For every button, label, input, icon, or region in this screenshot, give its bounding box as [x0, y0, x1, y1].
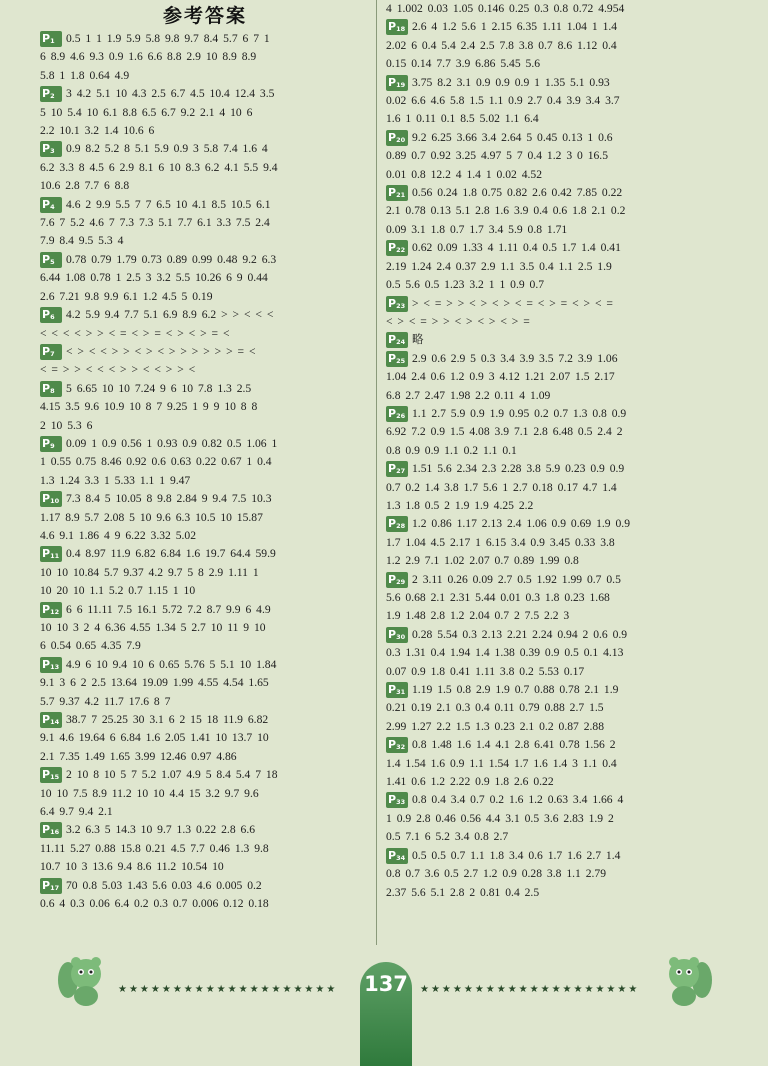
- page-badge-icon: P32: [386, 737, 408, 753]
- page-badge-icon: P26: [386, 406, 408, 422]
- answer-line: 0.5 1 1 1.9 5.9 5.8 9.8 9.7 8.4 5.7 6 7 1: [66, 32, 270, 45]
- answer-entry: [40, 380, 370, 435]
- answer-entry: [40, 601, 370, 656]
- answer-line: 0.78 0.79 1.79 0.73 0.89 0.99 0.48 9.2 6.3: [66, 252, 277, 266]
- page-badge-icon: P3: [40, 141, 62, 157]
- page-badge-icon: P18: [386, 19, 408, 35]
- answer-entry: [386, 626, 722, 681]
- page-badge-number: 33: [396, 798, 406, 807]
- answer-line: 1.4 1.54 1.6 0.9 1.1 1.54 1.7 1.6 1.4 3 1.1 0.4: [386, 756, 617, 770]
- answer-line: 11.11 5.27 0.88 15.8 0.21 4.5 7.7 0.46 1.3 9.8: [40, 841, 269, 855]
- answer-line: 9.1 4.6 19.64 6 6.84 1.6 2.05 1.41 10 13.7 10: [40, 731, 269, 745]
- answer-lines: [40, 196, 370, 251]
- answer-line: 0.21 0.19 2.1 0.3 0.4 0.11 0.79 0.88 2.7 1.5: [386, 701, 604, 715]
- answer-line: 0.01 0.8 12.2 4 1.4 1 0.02 4.52: [386, 167, 543, 181]
- answer-line: 9.1 3 6 2 2.5 13.64 19.09 1.99 4.55 4.54 1.65: [40, 676, 269, 690]
- page-badge-icon: P30: [386, 627, 408, 643]
- answer-line: 3.75 8.2 3.1 0.9 0.9 0.9 1 1.35 5.1 0.93: [412, 75, 610, 89]
- answer-entry: [40, 343, 370, 380]
- answer-entry: [40, 140, 370, 195]
- answer-entry: [40, 30, 370, 85]
- column-divider: [376, 0, 377, 945]
- answer-line: 0.8 0.4 3.4 0.7 0.2 1.6 1.2 0.63 3.4 1.66 4: [412, 793, 624, 807]
- page-badge-number: 6: [50, 313, 55, 322]
- page-badge-icon: P6: [40, 307, 62, 323]
- answer-line: 1.3 1.8 0.5 2 1.9 1.9 4.25 2.2: [386, 498, 534, 512]
- continued-line: 4 1.002 0.03 1.05 0.146 0.25 0.3 0.8 0.72 4.954: [386, 2, 625, 15]
- answer-entry: [386, 331, 722, 349]
- answer-lines: [386, 571, 722, 626]
- answer-line: 5.7 9.37 4.2 11.7 17.6 8 7: [40, 694, 171, 708]
- answer-lines: [40, 30, 370, 85]
- page-badge-icon: P23: [386, 296, 408, 312]
- answer-line: 略: [412, 333, 424, 347]
- answer-entry: [386, 18, 722, 73]
- answer-lines: [40, 435, 370, 490]
- answer-entry: [386, 184, 722, 239]
- answer-line: 0.3 1.31 0.4 1.94 1.4 1.38 0.39 0.9 0.5 0.1 4.13: [386, 646, 624, 660]
- answer-line: > < = > > < > < > < = < > = < > < =: [412, 296, 613, 310]
- page-badge-number: 8: [50, 386, 55, 395]
- answer-line: 1 0.55 0.75 8.46 0.92 0.6 0.63 0.22 0.67 1 0.4: [40, 455, 272, 469]
- answer-line: 1.2 2.9 7.1 1.02 2.07 0.7 0.89 1.99 0.8: [386, 554, 579, 568]
- right-answer-list: [386, 18, 722, 902]
- page-badge-icon: P24: [386, 332, 408, 348]
- answer-lines: [40, 656, 370, 711]
- page-badge-number: 27: [396, 467, 406, 476]
- answer-line: 0.7 0.2 1.4 3.8 1.7 5.6 1 2.7 0.18 0.17 4.7 1.4: [386, 480, 617, 494]
- answer-line: 2.19 1.24 2.4 0.37 2.9 1.1 3.5 0.4 1.1 2.5 1.9: [386, 259, 612, 273]
- answer-line: 7.3 8.4 5 10.05 8 9.8 2.84 9 9.4 7.5 10.3: [66, 492, 272, 506]
- answer-line: 2.1 0.78 0.13 5.1 2.8 1.6 3.9 0.4 0.6 1.8 2.1 0.2: [386, 204, 626, 218]
- answer-line: 6 8.9 4.6 9.3 0.9 1.6 6.6 8.8 2.9 10 8.9 8.9: [40, 50, 257, 64]
- answer-entry: [40, 711, 370, 766]
- answer-line: < = > > < < < > > < < > > <: [40, 363, 196, 377]
- answer-lines: [386, 847, 722, 902]
- answer-lines: [40, 85, 370, 140]
- answer-line: 0.62 0.09 1.33 4 1.11 0.4 0.5 1.7 1.4 0.41: [412, 241, 621, 255]
- answer-line: 0.02 6.6 4.6 5.8 1.5 1.1 0.9 2.7 0.4 3.9 3.4 3.7: [386, 94, 620, 108]
- answer-line: 1.19 1.5 0.8 2.9 1.9 0.7 0.88 0.78 2.1 1.9: [412, 683, 619, 697]
- answer-line: 2.99 1.27 2.2 1.5 1.3 0.23 2.1 0.2 0.87 2.88: [386, 719, 604, 733]
- answer-line: 70 0.8 5.03 1.43 5.6 0.03 4.6 0.005 0.2: [66, 878, 262, 892]
- answer-entry: [386, 571, 722, 626]
- page-badge-number: 4: [50, 202, 55, 211]
- answer-line: 1.04 2.4 0.6 1.2 0.9 3 4.12 1.21 2.07 1.5 2.17: [386, 370, 615, 384]
- answer-entry: [40, 877, 370, 914]
- answer-line: 4.6 2 9.9 5.5 7 7 6.5 10 4.1 8.5 10.5 6.1: [66, 197, 271, 211]
- page-badge-number: 28: [396, 522, 406, 531]
- answer-line: 5.8 1 1.8 0.64 4.9: [40, 68, 130, 82]
- answer-line: 1.41 0.6 1.2 2.22 0.9 1.8 2.6 0.22: [386, 775, 554, 789]
- page-badge-icon: P7: [40, 344, 62, 360]
- answer-lines: [386, 295, 722, 332]
- page-badge-number: 22: [396, 246, 406, 255]
- page-badge-icon: P15: [40, 767, 62, 783]
- stars-right: ★★★★★★★★★★★★★★★★★★★★: [420, 984, 640, 995]
- answer-line: 7.9 8.4 9.5 5.3 4: [40, 234, 124, 248]
- answer-line: 0.07 0.9 1.8 0.41 1.11 3.8 0.2 5.53 0.17: [386, 664, 585, 678]
- page-badge-icon: P12: [40, 602, 62, 618]
- answer-lines: [40, 251, 370, 306]
- answer-line: 6.8 2.7 2.47 1.98 2.2 0.11 4 1.09: [386, 388, 551, 402]
- page-badge-icon: P25: [386, 351, 408, 367]
- answer-entry: [40, 435, 370, 490]
- page-badge-icon: P14: [40, 712, 62, 728]
- answer-lines: [386, 515, 722, 570]
- answer-lines: [386, 626, 722, 681]
- answer-entry: [40, 821, 370, 876]
- answer-entry: [40, 196, 370, 251]
- answer-entry: [40, 85, 370, 140]
- answer-entry: [386, 460, 722, 515]
- stars-left: ★★★★★★★★★★★★★★★★★★★★: [118, 984, 338, 995]
- answer-line: 2.9 0.6 2.9 5 0.3 3.4 3.9 3.5 7.2 3.9 1.06: [412, 351, 618, 365]
- page-badge-number: 14: [50, 718, 60, 727]
- page-badge-icon: P9: [40, 436, 62, 452]
- page-badge-icon: P19: [386, 75, 408, 91]
- answer-line: 0.28 5.54 0.3 2.13 2.21 2.24 0.94 2 0.6 0.9: [412, 627, 628, 641]
- answer-lines: [386, 331, 722, 349]
- answer-line: 2.2 10.1 3.2 1.4 10.6 6: [40, 124, 155, 138]
- answer-line: 4.15 3.5 9.6 10.9 10 8 7 9.25 1 9 9 10 8 8: [40, 400, 258, 414]
- answer-entry: [40, 656, 370, 711]
- page-badge-number: 9: [50, 441, 55, 450]
- answer-line: 5 10 5.4 10 6.1 8.8 6.5 6.7 9.2 2.1 4 10 6: [40, 105, 253, 119]
- answer-line: 6 6 11.11 7.5 16.1 5.72 7.2 8.7 9.9 6 4.9: [66, 602, 271, 616]
- answer-line: 1.1 2.7 5.9 0.9 1.9 0.95 0.2 0.7 1.3 0.8 0.9: [412, 406, 627, 420]
- answer-entry: [386, 129, 722, 184]
- answer-line: 1.6 1 0.11 0.1 8.5 5.02 1.1 6.4: [386, 112, 539, 126]
- answer-entry: [40, 251, 370, 306]
- page-badge-number: 32: [396, 743, 406, 752]
- answer-line: 2.6 7.21 9.8 9.9 6.1 1.2 4.5 5 0.19: [40, 289, 213, 303]
- answer-lines: [386, 736, 722, 791]
- page-badge-icon: P31: [386, 682, 408, 698]
- page-badge-icon: P34: [386, 848, 408, 864]
- answer-lines: [40, 821, 370, 876]
- answer-line: 0.9 8.2 5.2 8 5.1 5.9 0.9 3 5.8 7.4 1.6 4: [66, 142, 268, 156]
- answer-line: 0.8 0.7 3.6 0.5 2.7 1.2 0.9 0.28 3.8 1.1 2.79: [386, 867, 606, 881]
- answer-lines: [40, 545, 370, 600]
- page-badge-icon: P8: [40, 381, 62, 397]
- answer-line: 2 3.11 0.26 0.09 2.7 0.5 1.92 1.99 0.7 0.5: [412, 572, 621, 586]
- squirrel-mascot-icon: [56, 950, 110, 1008]
- answer-line: 10 20 10 1.1 5.2 0.7 1.15 1 10: [40, 584, 196, 598]
- answer-lines: [386, 405, 722, 460]
- right-column: [386, 0, 722, 902]
- answer-line: 1 0.9 2.8 0.46 0.56 4.4 3.1 0.5 3.6 2.83 1.9 2: [386, 811, 614, 825]
- answer-line: 10.7 10 3 13.6 9.4 8.6 11.2 10.54 10: [40, 860, 224, 874]
- left-column: [40, 0, 370, 914]
- answer-line: 1.17 8.9 5.7 2.08 5 10 9.6 6.3 10.5 10 15.87: [40, 510, 263, 524]
- answer-lines: [40, 306, 370, 343]
- answer-lines: [386, 460, 722, 515]
- answer-lines: [386, 129, 722, 184]
- answer-line: 0.4 8.97 11.9 6.82 6.84 1.6 19.7 64.4 59.9: [66, 547, 276, 561]
- answer-entry: [386, 736, 722, 791]
- answer-lines: [386, 239, 722, 294]
- answer-line: 2.37 5.6 5.1 2.8 2 0.81 0.4 2.5: [386, 885, 540, 899]
- page-badge-number: 16: [50, 828, 60, 837]
- answer-line: 3 4.2 5.1 10 4.3 2.5 6.7 4.5 10.4 12.4 3.5: [66, 87, 275, 101]
- answer-lines: [386, 681, 722, 736]
- page-badge-icon: P21: [386, 185, 408, 201]
- page-badge-number: 21: [396, 191, 406, 200]
- answer-entry: [40, 545, 370, 600]
- answer-lines: [40, 601, 370, 656]
- answer-line: 10 10 3 2 4 6.36 4.55 1.34 5 2.7 10 11 9 10: [40, 621, 266, 634]
- answer-lines: [40, 343, 370, 380]
- page-badge-number: 13: [50, 662, 60, 671]
- answer-line: 1.9 1.48 2.8 1.2 2.04 0.7 2 7.5 2.2 3: [386, 609, 570, 623]
- answer-entry: [386, 681, 722, 736]
- answer-line: < > < = > > < > < > < > =: [386, 314, 530, 328]
- answer-line: 6.92 7.2 0.9 1.5 4.08 3.9 7.1 2.8 6.48 0.5 2.4 2: [386, 425, 623, 439]
- answer-line: < > < < > > < > < > > > > > > = <: [66, 344, 256, 358]
- page-badge-number: 24: [396, 338, 406, 347]
- answer-line: 10.6 2.8 7.7 6 8.8: [40, 179, 130, 193]
- answer-line: 1.3 1.24 3.3 1 5.33 1.1 1 9.47: [40, 473, 191, 487]
- answer-line: 6.2 3.3 8 4.5 6 2.9 8.1 6 10 8.3 6.2 4.1 5.5 9.4: [40, 160, 278, 174]
- answer-line: 2.02 6 0.4 5.4 2.4 2.5 7.8 3.8 0.7 8.6 1.12 0.4: [386, 38, 617, 52]
- answer-lines: [40, 490, 370, 545]
- answer-line: 0.15 0.14 7.7 3.9 6.86 5.45 5.6: [386, 57, 541, 71]
- answer-lines: [386, 791, 722, 846]
- page-badge-number: 12: [50, 607, 60, 616]
- page-badge-icon: P17: [40, 878, 62, 894]
- answer-lines: [40, 140, 370, 195]
- answer-entry: [386, 350, 722, 405]
- page-badge-number: 18: [396, 25, 406, 34]
- squirrel-mascot-icon: [660, 950, 714, 1008]
- page-badge-icon: P10: [40, 491, 62, 507]
- page-badge-number: 20: [396, 135, 406, 144]
- answer-lines: [386, 18, 722, 73]
- page-badge-number: 23: [396, 301, 406, 310]
- page-badge-number: 29: [396, 577, 406, 586]
- answer-line: 0.8 1.48 1.6 1.4 4.1 2.8 6.41 0.78 1.56 2: [412, 738, 616, 752]
- answer-line: 6 0.54 0.65 4.35 7.9: [40, 639, 141, 653]
- page-title: 参考答案: [162, 5, 247, 27]
- answer-entry: [386, 239, 722, 294]
- page-badge-number: 15: [50, 773, 60, 782]
- page-badge-icon: P2: [40, 86, 62, 102]
- answer-entry: [386, 847, 722, 902]
- answer-line: 0.8 0.9 0.9 1.1 0.2 1.1 0.1: [386, 443, 517, 457]
- answer-line: 9.2 6.25 3.66 3.4 2.64 5 0.45 0.13 1 0.6: [412, 130, 613, 144]
- answer-line: 0.09 3.1 1.8 0.7 1.7 3.4 5.9 0.8 1.71: [386, 222, 568, 236]
- continued-answers: [386, 0, 722, 18]
- page-badge-number: 19: [396, 80, 406, 89]
- answer-line: 4.9 6 10 9.4 10 6 0.65 5.76 5 5.1 10 1.84: [66, 657, 277, 671]
- answer-entry: [386, 791, 722, 846]
- page-badge-number: 31: [396, 688, 406, 697]
- page-badge-number: 11: [50, 552, 60, 561]
- answer-line: 4.2 5.9 9.4 7.7 5.1 6.9 8.9 6.2 > > < < <: [66, 308, 274, 322]
- answer-line: 0.6 4 0.3 0.06 6.4 0.2 0.3 0.7 0.006 0.12 0.18: [40, 897, 269, 911]
- answer-lines: [386, 184, 722, 239]
- answer-lines: [386, 350, 722, 405]
- answer-line: 0.5 0.5 0.7 1.1 1.8 3.4 0.6 1.7 1.6 2.7 1.4: [412, 848, 621, 862]
- page-badge-icon: P11: [40, 546, 62, 562]
- answer-line: 1.51 5.6 2.34 2.3 2.28 3.8 5.9 0.23 0.9 0.9: [412, 462, 625, 476]
- page-badge-icon: P1: [40, 31, 62, 47]
- page-number: 137: [364, 972, 408, 996]
- answer-line: 2.1 7.35 1.49 1.65 3.99 12.46 0.97 4.86: [40, 749, 237, 763]
- page-badge-number: 10: [50, 497, 60, 506]
- page-badge-icon: P22: [386, 240, 408, 256]
- answer-line: 3.2 6.3 5 14.3 10 9.7 1.3 0.22 2.8 6.6: [66, 823, 256, 837]
- answer-entry: [40, 306, 370, 343]
- page-badge-number: 30: [396, 632, 406, 641]
- page-badge-number: 34: [396, 853, 406, 862]
- answer-line: 2 10 8 10 5 7 5.2 1.07 4.9 5 8.4 5.4 7 18: [66, 768, 278, 782]
- answer-line: 2 10 5.3 6: [40, 418, 93, 432]
- answer-entry: [386, 295, 722, 332]
- answer-line: 38.7 7 25.25 30 3.1 6 2 15 18 11.9 6.82: [66, 713, 269, 727]
- page-footer: [0, 940, 768, 1066]
- answer-entry: [40, 766, 370, 821]
- answer-lines: [40, 766, 370, 821]
- answer-lines: [40, 877, 370, 914]
- answer-line: 0.89 0.7 0.92 3.25 4.97 5 7 0.4 1.2 3 0 16.5: [386, 149, 608, 163]
- answer-lines: [40, 380, 370, 435]
- page-badge-icon: P33: [386, 792, 408, 808]
- answer-entry: [386, 405, 722, 460]
- page-badge-icon: P5: [40, 252, 62, 268]
- answer-line: 0.5 5.6 0.5 1.23 3.2 1 1 0.9 0.7: [386, 278, 545, 292]
- page-badge-icon: P27: [386, 461, 408, 477]
- answer-line: 6.44 1.08 0.78 1 2.5 3 3.2 5.5 10.26 6 9 0.44: [40, 271, 268, 285]
- answer-entry: [40, 490, 370, 545]
- page-badge-number: 25: [396, 356, 406, 365]
- answer-line: 0.5 7.1 6 5.2 3.4 0.8 2.7: [386, 830, 509, 844]
- answer-line: 10 10 10.84 5.7 9.37 4.2 9.7 5 8 2.9 1.11 1: [40, 565, 259, 579]
- answer-entry: [386, 515, 722, 570]
- answer-line: 7.6 7 5.2 4.6 7 7.3 7.3 5.1 7.7 6.1 3.3 7.5 2.4: [40, 216, 270, 230]
- answer-line: < < < < > > < = < > = < > < > = <: [40, 326, 230, 340]
- page-badge-number: 3: [50, 147, 55, 156]
- page-badge-number: 1: [50, 37, 55, 45]
- answer-line: 5.6 0.68 2.1 2.31 5.44 0.01 0.3 1.8 0.23 1.68: [386, 591, 610, 604]
- answer-line: 10 10 7.5 8.9 11.2 10 10 4.4 15 3.2 9.7 9.6: [40, 786, 259, 800]
- answer-entry: [386, 74, 722, 129]
- page-badge-icon: P16: [40, 822, 62, 838]
- answer-lines: [386, 74, 722, 129]
- answer-line: 1.2 0.86 1.17 2.13 2.4 1.06 0.9 0.69 1.9 0.9: [412, 517, 630, 531]
- page-badge-number: 17: [50, 883, 60, 892]
- page-badge-icon: P29: [386, 572, 408, 588]
- page-badge-number: 7: [50, 349, 55, 358]
- page-badge-icon: P13: [40, 657, 62, 673]
- answer-line: 5 6.65 10 10 7.24 9 6 10 7.8 1.3 2.5: [66, 381, 252, 395]
- page-badge-number: 26: [396, 411, 406, 420]
- answer-line: 4.6 9.1 1.86 4 9 6.22 3.32 5.02: [40, 528, 197, 542]
- answer-line: 1.7 1.04 4.5 2.17 1 6.15 3.4 0.9 3.45 0.33 3.8: [386, 535, 615, 549]
- answer-line: 0.09 1 0.9 0.56 1 0.93 0.9 0.82 0.5 1.06 1: [66, 436, 278, 450]
- left-answer-list: [40, 30, 370, 914]
- answer-line: 0.56 0.24 1.8 0.75 0.82 2.6 0.42 7.85 0.22: [412, 186, 623, 200]
- page-badge-icon: P28: [386, 516, 408, 532]
- page-badge-number: 5: [50, 257, 55, 266]
- answer-line: 6.4 9.7 9.4 2.1: [40, 805, 113, 819]
- answer-lines: [40, 711, 370, 766]
- page-badge-icon: P4: [40, 197, 62, 213]
- page-badge-icon: P20: [386, 130, 408, 146]
- page-badge-number: 2: [50, 92, 55, 101]
- answer-line: 2.6 4 1.2 5.6 1 2.15 6.35 1.11 1.04 1 1.4: [412, 20, 618, 34]
